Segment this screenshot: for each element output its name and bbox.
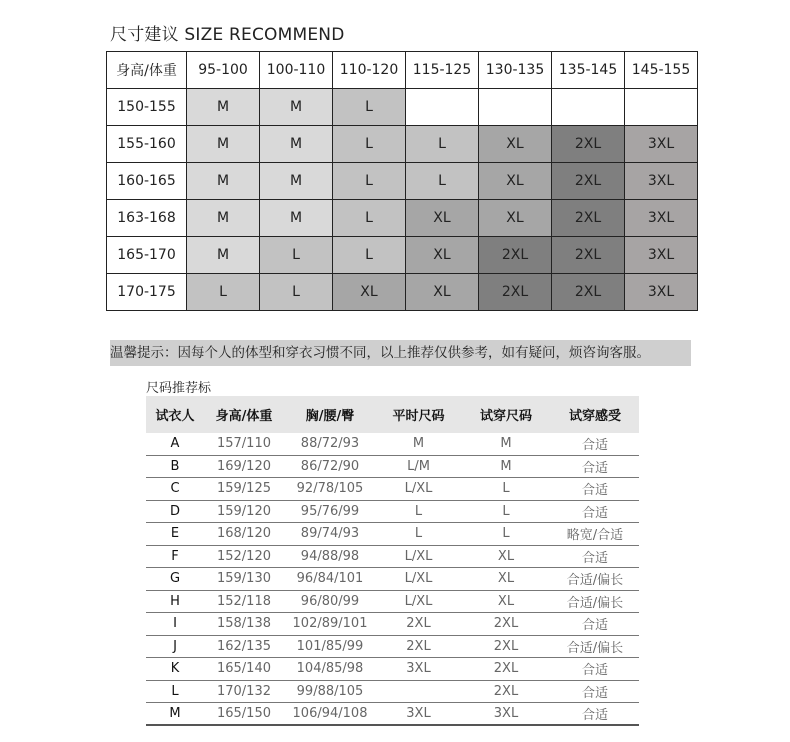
size-cell: XL: [333, 274, 406, 311]
size-row: [107, 200, 698, 237]
fit-cell: I: [173, 616, 177, 632]
fit-cell: L: [414, 526, 423, 542]
fit-row: [146, 523, 639, 546]
weight-header-cell: 135-145: [552, 52, 625, 89]
fit-table-title: 尺码推荐标: [146, 381, 212, 396]
fit-cell: 略宽/合适: [566, 528, 624, 544]
size-cell: [406, 89, 479, 126]
fit-row: [146, 658, 639, 681]
fit-cell: 合适/偏长: [566, 640, 624, 656]
weight-header-cell: 130-135: [479, 52, 552, 89]
fit-cell: 2XL: [493, 638, 519, 654]
size-cell: 2XL: [552, 237, 625, 274]
fit-row: [146, 501, 639, 524]
fit-cell: XL: [497, 548, 515, 564]
size-cell: XL: [479, 200, 552, 237]
fit-cell: M: [500, 458, 512, 474]
fit-cell: 94/88/98: [300, 548, 360, 564]
size-cell: M: [187, 89, 260, 126]
fit-row: [146, 478, 639, 501]
fit-cell: H: [170, 593, 180, 609]
fit-row: [146, 613, 639, 636]
size-row: [107, 163, 698, 200]
height-cell: 163-168: [107, 200, 187, 237]
fit-cell: 合适: [581, 618, 608, 634]
fit-cell: 合适: [581, 550, 608, 566]
size-cell: M: [187, 126, 260, 163]
fit-cell: 159/120: [216, 503, 271, 519]
fit-cell: 2XL: [406, 638, 431, 654]
fit-cell: F: [171, 548, 179, 564]
size-cell: 3XL: [625, 274, 698, 311]
size-cell: L: [333, 200, 406, 237]
size-cell: XL: [479, 126, 552, 163]
size-row: [107, 274, 698, 311]
size-cell: L: [406, 163, 479, 200]
fit-cell: XL: [497, 593, 515, 609]
weight-header-cell: 115-125: [406, 52, 479, 89]
size-cell: [552, 89, 625, 126]
page-title: 尺寸建议 SIZE RECOMMEND: [110, 25, 345, 45]
size-cell: XL: [406, 274, 479, 311]
fit-cell: D: [169, 503, 180, 519]
fit-reference-table: [146, 396, 639, 726]
size-cell: [479, 89, 552, 126]
fit-header-cell: 胸/腰/臀: [305, 409, 355, 424]
fit-cell: 158/138: [216, 616, 271, 632]
size-cell: 2XL: [552, 274, 625, 311]
fit-cell: 合适: [581, 663, 608, 679]
fit-cell: 169/120: [216, 458, 271, 474]
fit-cell: 168/120: [216, 526, 271, 542]
fit-cell: L/XL: [404, 593, 433, 609]
fit-cell: L/M: [407, 458, 430, 474]
fit-row: [146, 456, 639, 479]
size-cell: L: [333, 163, 406, 200]
fit-cell: B: [170, 458, 180, 474]
fit-cell: M: [500, 436, 512, 452]
size-cell: XL: [406, 237, 479, 274]
size-cell: 2XL: [552, 200, 625, 237]
height-cell: 150-155: [107, 89, 187, 126]
fit-cell: 88/72/93: [300, 436, 360, 452]
fit-cell: 104/85/98: [296, 661, 364, 677]
size-cell: 2XL: [552, 163, 625, 200]
size-cell: XL: [479, 163, 552, 200]
fit-cell: 合适: [581, 438, 608, 454]
fit-cell: 92/78/105: [296, 481, 364, 497]
fit-row: [146, 703, 639, 726]
fit-cell: G: [169, 571, 181, 587]
fit-cell: 合适: [581, 483, 608, 499]
fit-row: [146, 636, 639, 659]
fit-header-cell: 试穿感受: [568, 409, 621, 424]
fit-cell: 3XL: [493, 705, 519, 721]
fit-cell: 152/120: [216, 548, 271, 564]
size-cell: M: [187, 200, 260, 237]
fit-cell: L: [171, 683, 179, 699]
fit-cell: 2XL: [493, 661, 519, 677]
size-header-row: [107, 52, 698, 89]
fit-cell: 合适: [581, 505, 608, 521]
fit-cell: 合适/偏长: [566, 573, 624, 589]
fit-cell: 2XL: [493, 616, 519, 632]
height-cell: 155-160: [107, 126, 187, 163]
fit-header-cell: 平时尺码: [392, 409, 445, 424]
fit-cell: 106/94/108: [292, 705, 368, 721]
fit-cell: M: [412, 436, 425, 452]
size-row: [107, 89, 698, 126]
fit-cell: 159/130: [216, 571, 271, 587]
fit-cell: L/XL: [404, 548, 433, 564]
fit-cell: J: [173, 638, 177, 654]
fit-cell: L/XL: [404, 481, 433, 497]
fit-cell: L: [502, 503, 510, 519]
fit-row: [146, 546, 639, 569]
size-cell: M: [260, 89, 333, 126]
fit-cell: 162/135: [216, 638, 271, 654]
size-cell: L: [260, 237, 333, 274]
size-row: [107, 126, 698, 163]
fit-cell: 165/140: [216, 661, 271, 677]
fit-row: [146, 568, 639, 591]
size-cell: [625, 89, 698, 126]
fit-cell: 合适: [581, 460, 608, 476]
weight-header-cell: 100-110: [260, 52, 333, 89]
fit-cell: L: [502, 481, 510, 497]
size-row: [107, 237, 698, 274]
fit-cell: 165/150: [216, 705, 271, 721]
size-cell: M: [187, 163, 260, 200]
fit-cell: 3XL: [406, 705, 431, 721]
fit-row: [146, 681, 639, 704]
height-cell: 165-170: [107, 237, 187, 274]
size-cell: M: [260, 200, 333, 237]
fit-row: [146, 433, 639, 456]
fit-cell: 96/84/101: [296, 571, 364, 587]
size-cell: 3XL: [625, 200, 698, 237]
size-cell: L: [187, 274, 260, 311]
size-recommend-table: [106, 51, 698, 311]
fit-cell: C: [170, 481, 180, 497]
fit-cell: 157/110: [216, 436, 271, 452]
fit-header-cell: 试衣人: [155, 409, 195, 424]
fit-cell: 3XL: [406, 661, 431, 677]
fit-cell: M: [169, 705, 181, 721]
fit-cell: XL: [497, 571, 515, 587]
height-cell: 160-165: [107, 163, 187, 200]
fit-cell: 95/76/99: [300, 503, 360, 519]
fit-cell: 合适: [581, 685, 608, 701]
size-cell: 2XL: [479, 237, 552, 274]
size-cell: 3XL: [625, 237, 698, 274]
fit-cell: 2XL: [406, 616, 431, 632]
fit-cell: 合适: [581, 707, 608, 723]
fit-cell: 159/125: [216, 481, 271, 497]
fit-cell: 89/74/93: [300, 526, 360, 542]
fit-header-cell: 身高/体重: [215, 409, 273, 424]
notice-banner: 温馨提示：因每个人的体型和穿衣习惯不同，以上推荐仅供参考，如有疑问，烦咨询客服。: [110, 340, 691, 366]
fit-row: [146, 591, 639, 614]
size-cell: XL: [406, 200, 479, 237]
size-cell: 2XL: [479, 274, 552, 311]
fit-cell: 86/72/90: [300, 458, 360, 474]
fit-cell: E: [170, 526, 180, 542]
size-cell: L: [333, 237, 406, 274]
size-cell: L: [333, 126, 406, 163]
fit-header-cell: 试穿尺码: [479, 409, 532, 424]
fit-cell: 2XL: [493, 683, 519, 699]
fit-cell: L: [414, 503, 423, 519]
size-cell: M: [260, 163, 333, 200]
fit-cell: L/XL: [404, 571, 433, 587]
size-cell: M: [187, 237, 260, 274]
weight-header-cell: 110-120: [333, 52, 406, 89]
size-cell: 3XL: [625, 126, 698, 163]
fit-cell: 152/118: [216, 593, 271, 609]
height-cell: 170-175: [107, 274, 187, 311]
size-cell: L: [406, 126, 479, 163]
size-cell: 2XL: [552, 126, 625, 163]
fit-cell: 102/89/101: [292, 616, 368, 632]
fit-cell: K: [170, 661, 180, 677]
fit-cell: 99/88/105: [296, 683, 364, 699]
fit-cell: 合适/偏长: [566, 595, 624, 611]
fit-cell: A: [170, 436, 180, 452]
size-cell: L: [333, 89, 406, 126]
fit-cell: 96/80/99: [300, 593, 360, 609]
size-cell: L: [260, 274, 333, 311]
fit-cell: 170/132: [216, 683, 271, 699]
size-cell: M: [260, 126, 333, 163]
weight-header-cell: 145-155: [625, 52, 698, 89]
weight-header-cell: 95-100: [187, 52, 260, 89]
fit-cell: 101/85/99: [296, 638, 364, 654]
fit-cell: L: [502, 526, 510, 542]
corner-cell: 身高/体重: [107, 52, 187, 89]
size-cell: 3XL: [625, 163, 698, 200]
fit-table-header: [146, 396, 639, 433]
